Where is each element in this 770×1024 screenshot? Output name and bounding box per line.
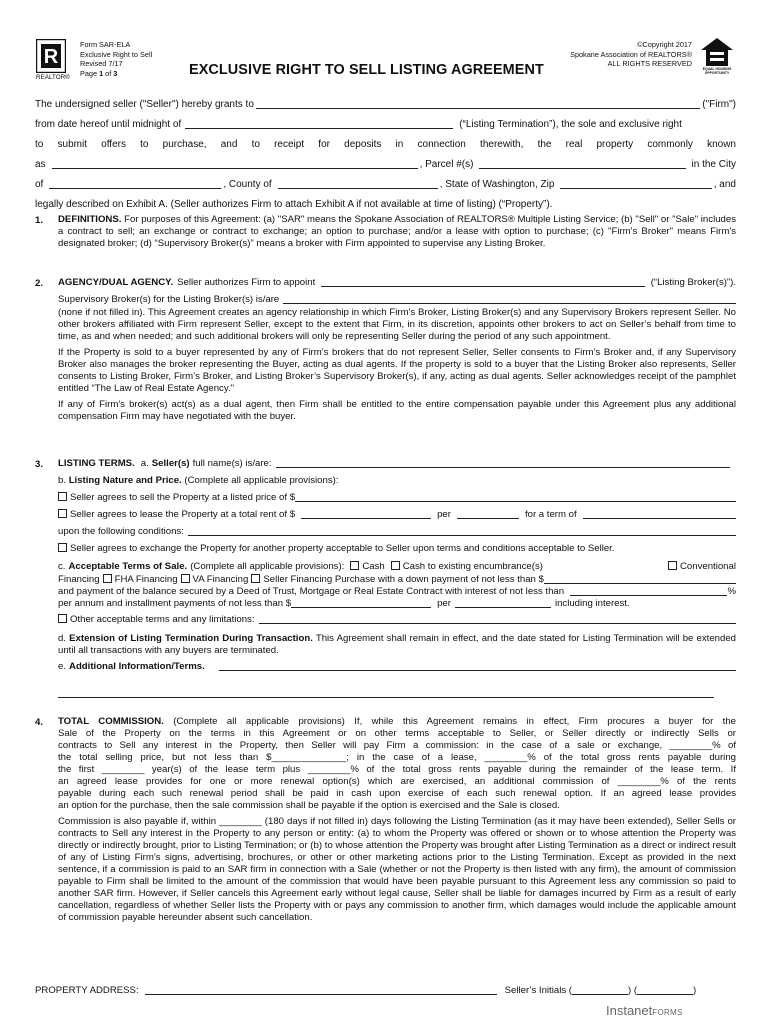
sell-option-row: Seller agrees to sell the Property at a listed price of $ [58,492,736,509]
commission-line-5: the first ________ year(s) of the lease term plus ________% of the total gross rents payable during the remainder of the lease term. If [58,764,736,775]
realtor-logo-text: REALTOR® [36,74,70,81]
section-2-paragraph-3: If any of Firm's broker(s) act(s) as a dual agent, then Firm shall be entitled to the entire compensation payable under this Agreement plus any additional compensation Firm may have negotiated with the buyer. [58,399,736,422]
other-terms-field[interactable] [259,614,736,624]
svg-text:R: R [43,46,59,68]
seller-financing-checkbox[interactable] [251,574,260,583]
section-4-total-commission [58,716,736,924]
terms-of-sale-row-1: c. Acceptable Terms of Sale. (Complete all applicable provisions): Cash Cash to existing encumbrance(s) Conventional [58,561,736,572]
section-3-listing-terms [58,458,736,678]
copyright-block [540,40,692,69]
page-indicator: Page 1 of 3 [80,68,118,78]
supervisory-broker-field[interactable] [283,294,736,304]
conventional-checkbox[interactable] [668,561,677,570]
total-rent-field[interactable] [301,509,431,519]
section-1-definitions: DEFINITIONS. For purposes of this Agreement: (a) "SAR" means the Spokane Association of REALTORS® Multiple Listing Service; (b) "Sell" or "Sale" includes a contract to sell; an exchange or contract to exchange; an option to purchase; and/or a lease with option to purchase; (c) "Firm's Broker" means Firm's designated broker; (d) “Supervisory Broker(s)” means a broker with Firm appointed to supervise any Listing Broker. [58,214,736,249]
listing-nature-row: b. Listing Nature and Price. (Complete all applicable provisions): [58,475,339,486]
rent-period-field[interactable] [457,509,519,519]
interest-rate-field[interactable] [570,586,727,596]
property-address-label: PROPERTY ADDRESS: [35,985,139,996]
section-4-number: 4. [35,717,44,728]
realtor-logo [36,39,70,81]
realtor-r-icon [36,39,66,73]
other-terms-checkbox[interactable] [58,614,67,623]
additional-info-field-2[interactable] [58,688,714,698]
terms-of-sale-row-4: per annum and installment payments of not less than $ per including interest. [58,598,630,609]
commission-line-8: an option for the purchase, then the sale commission shall be payable if the option is exercised and the Sale is closed. [58,800,560,811]
equal-housing-text: EQUAL HOUSING OPPORTUNITY [702,67,732,75]
other-terms-row: Other acceptable terms and any limitations: [58,614,736,633]
copyright-text: ©Copyright 2017 [637,40,692,49]
city-field[interactable] [49,179,221,189]
fha-checkbox[interactable] [103,574,112,583]
section-2-paragraph-2: If the Property is sold to a buyer represented by any of Firm’s brokers that do not represent Seller, Seller consents to Firm’s Broker and, if any Supervisory Broker also manages the broker representing the Buyer, acting as dual agents. If the property is sold to a buyer that the Listing Broker also represents, Seller consents to Listing Broker, Firm’s Broker, and Listing Broker’s Supervisory Broker(s), if any, acting as dual agents. Seller acknowledges receipt of the pamphlet entitled “The Law of Real Estate Agency." [58,347,736,394]
seller-names-field[interactable] [276,458,730,468]
section-2-line-1: AGENCY/DUAL AGENCY. Seller authorizes Firm to appoint (“Listing Broker(s)”). [58,277,736,294]
commission-line-6: an agreed lease provides for one or more renewal option(s) which are exercised, an additional commission of ________% of the rents [58,776,736,787]
form-meta [80,40,152,78]
seller-initials-field-1[interactable] [572,985,628,995]
section-2-paragraph-1: (none if not filled in). This Agreement creates an agency relationship in which Firm's Broker, Listing Broker(s) and any Supervisory Brokers represent Seller. No other brokers affiliated with Firm represent Seller, except to the extent that Firm, in its discretion, appoints other brokers to act on Seller’s behalf from time to time, as and when needed; and such additional brokers will only be representing Seller during the period of any such appointment. [58,307,736,342]
instanet-forms-logo: InstanetFORMS [606,1003,683,1018]
intro-line-3: to submit offers to purchase, and to receipt for deposits in connection therewith, the real property commonly known [35,139,736,150]
firm-name-field[interactable] [256,99,700,109]
association-name: Spokane Association of REALTORS® [570,49,692,59]
section-1-heading: DEFINITIONS. [58,214,122,225]
property-address-field[interactable] [145,985,497,995]
lease-option-row: Seller agrees to lease the Property at a total rent of $ per for a term of [58,509,736,526]
section-2-agency [58,277,736,423]
document-title: EXCLUSIVE RIGHT TO SELL LISTING AGREEMENT [189,62,544,78]
seller-names-row: LISTING TERMS. a. Seller(s) full name(s) is/are: [58,458,736,475]
parcel-number-field[interactable] [479,159,685,169]
listed-price-field[interactable] [295,492,736,502]
form-subtitle: Exclusive Right to Sell [80,49,153,59]
section-3-number: 3. [35,459,44,470]
footer-row: PROPERTY ADDRESS: Seller’s Initials ( ) ( ) [35,985,697,996]
equal-housing-logo [697,37,737,77]
seller-initials-label: Seller’s Initials ( [504,985,572,996]
section-2-number: 2. [35,278,44,289]
listing-broker-field[interactable] [321,277,644,287]
equal-housing-icon [697,37,737,71]
commission-paragraph-2: Commission is also payable if, within ________ (180 days if not filled in) days following the Listing Termination (as it may have been extended), Seller Sells or contracts to Sell any interest in the Property to any person or entity: (a) to whom the Property was offered or shown or to whose attention the Property was directly or indirectly brought, prior to Listing Termination; or (b) to whose attention the Property was brought after Listing Termination as a direct or indirect result of any of Listing Firm’s signs, advertising, brochures, or other or other marketing actions prior to the Listing Termination. Except as provided in the next sentence, if a commission is paid to an SAR firm in connection with a Sale (whether or not the Property is then listed with any firm), the amount of commission payable to Firm shall be limited to the amount of the commission that would have been payable pursuant to this Agreement less any commission so paid to another SAR firm. However, if Seller cancels this Agreement early without legal cause, Seller shall be liable for damages incurred by Firm as a result of early cancellation, regardless of whether Seller lists the Property with or pays any commission to another firm, which damages would include the applicable amount of commission payable hereunder absent such cancellation. [58,816,736,923]
listing-termination-field[interactable] [185,119,453,129]
intro-line-1: The undersigned seller ("Seller") hereby grants to ("Firm") [35,99,736,110]
installment-period-field[interactable] [455,598,551,608]
seller-initials-field-2[interactable] [637,985,693,995]
terms-of-sale-row-3: and payment of the balance secured by a Deed of Trust, Mortgage or Real Estate Contract with interest of not less than % [58,586,736,597]
commission-line-2: Sale of the Property on the terms in this Agreement or on other terms acceptable to Seller, or Seller directly or indirectly Sells or [58,728,736,739]
additional-info-row: e. Additional Information/Terms. [58,661,736,678]
county-field[interactable] [278,179,438,189]
commission-line-7: payable during each such renewal period shall be paid in cash upon exercise of each such renewal option. If an agreed lease provides [58,788,736,799]
va-checkbox[interactable] [181,574,190,583]
section-1-number: 1. [35,215,44,226]
commission-line-1: TOTAL COMMISSION. (Complete all applicable provisions) If, while this Agreement remains in effect, Firm procures a buyer for the [58,716,736,727]
conditions-row: upon the following conditions: [58,526,736,543]
commission-line-3: contracts to Sell any interest in the Property, then Seller will pay Firm a commission: in the case of a sale or exchange, ________% of [58,740,736,751]
cash-checkbox[interactable] [350,561,359,570]
conditions-field[interactable] [188,526,736,536]
intro-line-5: of , County of , State of Washington, Zip , and [35,179,736,190]
exchange-option-checkbox[interactable] [58,543,67,552]
common-address-field[interactable] [52,159,418,169]
lease-option-checkbox[interactable] [58,509,67,518]
down-payment-field[interactable] [544,574,736,584]
intro-line-6: legally described on Exhibit A. (Seller authorizes Firm to attach Exhibit A if not available at time of listing) (“Property”). [35,199,553,210]
commission-line-4: the total selling price, but not less than $______________; in the case of a lease, ________% of the total gross rents payable during [58,752,736,763]
section-3-heading: LISTING TERMS. [58,458,135,469]
section-2-line-2: Supervisory Broker(s) for the Listing Broker(s) is/are [58,294,736,307]
terms-of-sale-row-2: Financing FHA Financing VA Financing Seller Financing Purchase with a down payment of not less than $ [58,574,736,586]
form-revised: Revised 7/17 [80,59,123,69]
installment-amount-field[interactable] [291,598,431,608]
intro-line-4: as , Parcel #(s) in the City [35,159,736,170]
lease-term-field[interactable] [583,509,736,519]
additional-info-field[interactable] [219,661,736,671]
extension-paragraph: d. Extension of Listing Termination During Transaction. This Agreement shall remain in effect, and the date stated for Listing Termination will be extended until all transactions with any buyers are terminated. [58,633,737,656]
exchange-option-row: Seller agrees to exchange the Property for another property acceptable to Seller upon terms and conditions acceptable to Seller. [58,543,736,561]
section-2-heading: AGENCY/DUAL AGENCY. [58,277,174,288]
section-4-heading: TOTAL COMMISSION. [58,716,164,727]
intro-line-2: from date hereof until midnight of (“Listing Termination”), the sole and exclusive right [35,119,682,130]
sell-option-checkbox[interactable] [58,492,67,501]
zip-field[interactable] [560,179,711,189]
form-id: Form SAR-ELA [80,40,131,49]
cash-to-encumbrance-checkbox[interactable] [391,561,400,570]
intro-section [35,99,736,219]
rights-text: ALL RIGHTS RESERVED [607,59,692,69]
